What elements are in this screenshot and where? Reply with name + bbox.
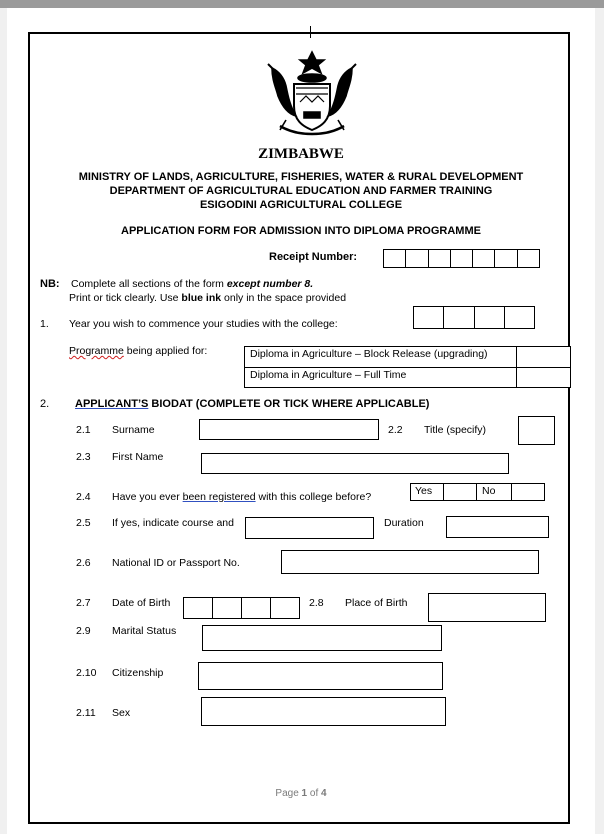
first-name-label: First Name — [112, 451, 164, 463]
document-page — [7, 8, 595, 834]
first-name-input[interactable] — [201, 453, 509, 474]
receipt-number-field[interactable] — [383, 249, 540, 268]
block-release-tick-box[interactable] — [517, 347, 570, 367]
duration-input[interactable] — [446, 516, 549, 538]
title-input[interactable] — [518, 416, 555, 445]
form-title: APPLICATION FORM FOR ADMISSION INTO DIPLOMA PROGRAMME — [121, 225, 481, 237]
date-of-birth-input[interactable] — [183, 597, 300, 619]
note-label: NB: — [40, 278, 60, 290]
yes-tick-box[interactable] — [444, 484, 476, 500]
country-name: ZIMBABWE — [258, 146, 344, 162]
sex-input[interactable] — [201, 697, 446, 726]
q1-text: Year you wish to commence your studies with the college: — [69, 318, 338, 330]
college-name: ESIGODINI AGRICULTURAL COLLEGE — [199, 199, 403, 211]
surname-label: Surname — [112, 424, 155, 436]
place-of-birth-input[interactable] — [428, 593, 546, 622]
ministry-name: MINISTRY OF LANDS, AGRICULTURE, FISHERIES, WATER & RURAL DEVELOPMENT — [78, 171, 524, 183]
programme-label: Programme being applied for: — [69, 345, 208, 357]
no-tick-box[interactable] — [512, 484, 544, 500]
national-id-input[interactable] — [281, 550, 539, 574]
field-2-1-number: 2.1 — [76, 424, 91, 436]
full-time-tick-box[interactable] — [517, 368, 570, 387]
marital-status-input[interactable] — [202, 625, 442, 651]
marital-status-label: Marital Status — [112, 625, 177, 637]
course-input[interactable] — [245, 517, 374, 539]
note-line-2: Print or tick clearly. Use blue ink only in the space provided — [69, 292, 347, 304]
duration-label: Duration — [384, 517, 424, 529]
national-id-label: National ID or Passport No. — [112, 557, 240, 569]
programme-option-full-time: Diploma in Agriculture – Full Time — [250, 369, 407, 381]
registered-before-label: Have you ever been registered with this college before? — [112, 491, 372, 503]
field-2-11-number: 2.11 — [76, 707, 96, 719]
page-number: Page 1 of 4 — [275, 788, 327, 799]
field-2-10-number: 2.10 — [76, 667, 97, 679]
programme-option-block-release: Diploma in Agriculture – Block Release (upgrading) — [250, 348, 488, 360]
field-2-4-number: 2.4 — [76, 491, 91, 503]
yes-no-divider-2 — [476, 483, 477, 501]
window-top-bar — [0, 0, 604, 8]
q1-number: 1. — [40, 318, 49, 330]
field-2-3-number: 2.3 — [76, 451, 91, 463]
citizenship-input[interactable] — [198, 662, 443, 690]
place-of-birth-label: Place of Birth — [345, 597, 408, 609]
note-line-1: Complete all sections of the form except number 8. — [71, 278, 314, 290]
field-2-2-number: 2.2 — [388, 424, 403, 436]
surname-input[interactable] — [199, 419, 379, 440]
section2-title: APPLICANT’S BIODAT (COMPLETE OR TICK WHERE APPLICABLE) — [75, 398, 430, 410]
field-2-5-number: 2.5 — [76, 517, 91, 529]
field-2-7-number: 2.7 — [76, 597, 91, 609]
course-label: If yes, indicate course and — [112, 517, 234, 529]
no-label: No — [482, 485, 496, 497]
title-label: Title (specify) — [424, 424, 487, 436]
field-2-8-number: 2.8 — [309, 597, 324, 609]
zimbabwe-coat-of-arms-icon — [260, 48, 364, 136]
citizenship-label: Citizenship — [112, 667, 164, 679]
sex-label: Sex — [112, 707, 131, 719]
department-name: DEPARTMENT OF AGRICULTURAL EDUCATION AND FARMER TRAINING — [109, 185, 493, 197]
field-2-9-number: 2.9 — [76, 625, 91, 637]
receipt-number-label: Receipt Number: — [269, 251, 358, 263]
section2-number: 2. — [40, 398, 50, 410]
date-of-birth-label: Date of Birth — [112, 597, 171, 609]
commence-year-field[interactable] — [413, 306, 535, 329]
field-2-6-number: 2.6 — [76, 557, 91, 569]
yes-label: Yes — [415, 485, 433, 497]
